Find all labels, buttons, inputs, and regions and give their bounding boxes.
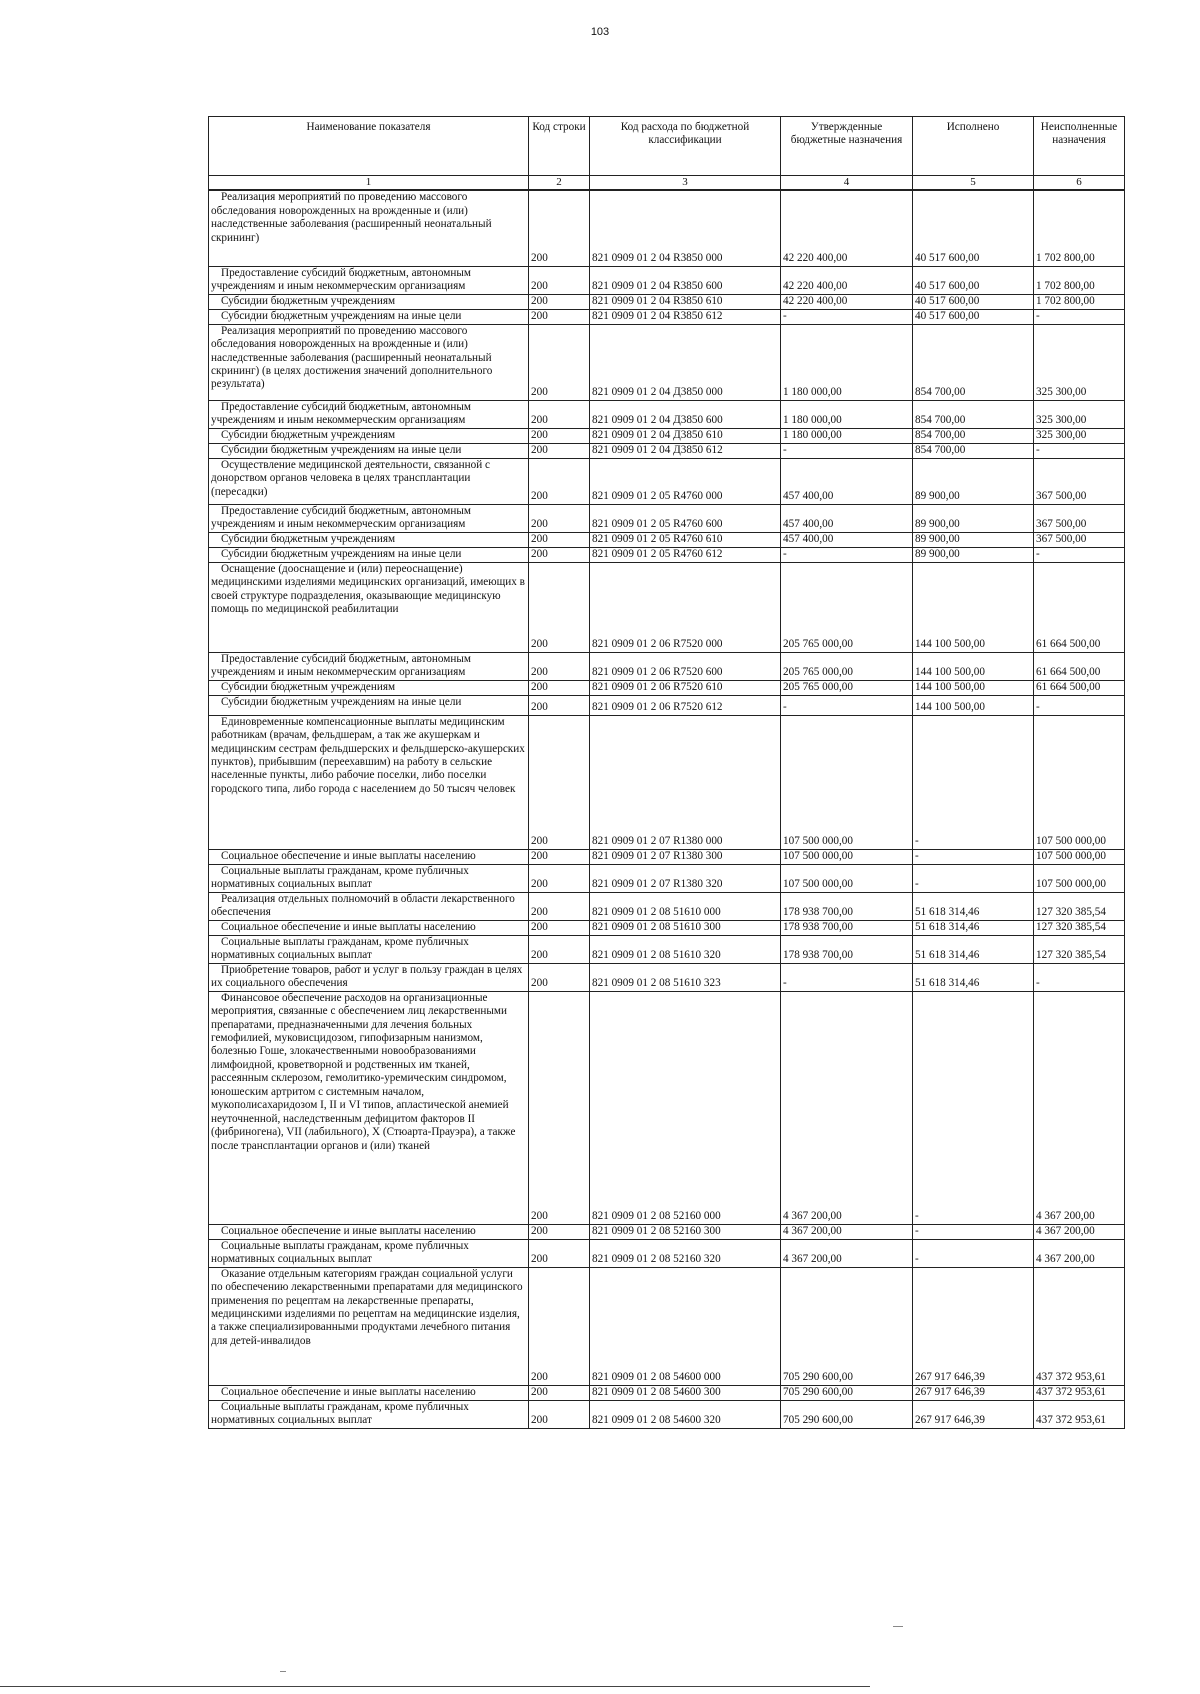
row-executed: 51 618 314,46 bbox=[913, 935, 1034, 963]
row-approved: 107 500 000,00 bbox=[781, 864, 913, 892]
row-line-code: 200 bbox=[529, 652, 590, 680]
row-executed: 40 517 600,00 bbox=[913, 266, 1034, 294]
row-budget-code: 821 0909 01 2 04 R3850 000 bbox=[590, 190, 781, 266]
row-executed: 51 618 314,46 bbox=[913, 892, 1034, 920]
row-line-code: 200 bbox=[529, 190, 590, 266]
table-row bbox=[209, 920, 1125, 935]
scan-mark bbox=[280, 1671, 286, 1672]
row-line-code: 200 bbox=[529, 715, 590, 849]
row-line-code: 200 bbox=[529, 1267, 590, 1385]
table-row bbox=[209, 532, 1125, 547]
row-unexecuted: - bbox=[1034, 309, 1125, 324]
row-name: Предоставление субсидий бюджетным, автономным учреждениям и иным некоммерческим организациям bbox=[209, 652, 529, 680]
row-name: Реализация мероприятий по проведению массового обследования новорожденных на врожденные и (или) наследственные заболевания (расширенный неонатальный скрининг) (в целях достижения значений дополнительного результата) bbox=[209, 324, 529, 400]
row-executed: 40 517 600,00 bbox=[913, 190, 1034, 266]
row-budget-code: 821 0909 01 2 08 51610 320 bbox=[590, 935, 781, 963]
row-executed: 89 900,00 bbox=[913, 504, 1034, 532]
table-row bbox=[209, 652, 1125, 680]
row-approved: 178 938 700,00 bbox=[781, 920, 913, 935]
row-approved: 178 938 700,00 bbox=[781, 935, 913, 963]
row-line-code: 200 bbox=[529, 547, 590, 562]
row-name: Предоставление субсидий бюджетным, автономным учреждениям и иным некоммерческим организациям bbox=[209, 400, 529, 428]
table-body bbox=[209, 190, 1125, 1428]
header-row bbox=[209, 117, 1125, 176]
row-approved: 457 400,00 bbox=[781, 504, 913, 532]
row-approved: 457 400,00 bbox=[781, 458, 913, 504]
table-row bbox=[209, 1267, 1125, 1385]
row-executed: 40 517 600,00 bbox=[913, 309, 1034, 324]
row-line-code: 200 bbox=[529, 991, 590, 1224]
row-budget-code: 821 0909 01 2 04 Д3850 000 bbox=[590, 324, 781, 400]
row-name: Субсидии бюджетным учреждениям bbox=[209, 680, 529, 695]
row-approved: 705 290 600,00 bbox=[781, 1267, 913, 1385]
row-approved: 457 400,00 bbox=[781, 532, 913, 547]
row-budget-code: 821 0909 01 2 04 R3850 600 bbox=[590, 266, 781, 294]
row-approved: - bbox=[781, 309, 913, 324]
table-row bbox=[209, 443, 1125, 458]
row-budget-code: 821 0909 01 2 08 51610 300 bbox=[590, 920, 781, 935]
row-executed: 89 900,00 bbox=[913, 458, 1034, 504]
row-name: Субсидии бюджетным учреждениям на иные цели bbox=[209, 443, 529, 458]
row-unexecuted: 437 372 953,61 bbox=[1034, 1400, 1125, 1428]
row-approved: 42 220 400,00 bbox=[781, 294, 913, 309]
row-unexecuted: 1 702 800,00 bbox=[1034, 294, 1125, 309]
row-line-code: 200 bbox=[529, 504, 590, 532]
row-line-code: 200 bbox=[529, 1239, 590, 1267]
row-approved: 205 765 000,00 bbox=[781, 562, 913, 652]
table-row bbox=[209, 849, 1125, 864]
row-line-code: 200 bbox=[529, 695, 590, 715]
row-unexecuted: 61 664 500,00 bbox=[1034, 562, 1125, 652]
row-line-code: 200 bbox=[529, 864, 590, 892]
row-budget-code: 821 0909 01 2 07 R1380 000 bbox=[590, 715, 781, 849]
row-budget-code: 821 0909 01 2 05 R4760 600 bbox=[590, 504, 781, 532]
row-budget-code: 821 0909 01 2 05 R4760 000 bbox=[590, 458, 781, 504]
row-budget-code: 821 0909 01 2 08 52160 300 bbox=[590, 1224, 781, 1239]
table-row bbox=[209, 562, 1125, 652]
row-line-code: 200 bbox=[529, 458, 590, 504]
table-row bbox=[209, 1239, 1125, 1267]
row-name: Субсидии бюджетным учреждениям на иные цели bbox=[209, 309, 529, 324]
row-line-code: 200 bbox=[529, 266, 590, 294]
row-line-code: 200 bbox=[529, 400, 590, 428]
column-number: 5 bbox=[913, 176, 1034, 191]
table-row bbox=[209, 695, 1125, 715]
row-executed: 144 100 500,00 bbox=[913, 562, 1034, 652]
row-line-code: 200 bbox=[529, 562, 590, 652]
row-name: Социальное обеспечение и иные выплаты населению bbox=[209, 920, 529, 935]
row-executed: - bbox=[913, 1239, 1034, 1267]
row-line-code: 200 bbox=[529, 532, 590, 547]
row-name: Финансовое обеспечение расходов на организационные мероприятия, связанные с обеспечением лиц лекарственными препаратами, предназначенными для лечения больных гемофилией, муковисцидозом, гипофизарным нанизмом, болезнью Гоше, злокачественными новообразованиями лимфоидной, кроветворной и родственных им тканей, рассеянным склерозом, гемолитико-уремическим синдромом, юношеским артритом с системным началом, мукополисахаридозом I, II и VI типов, апластической анемией неуточненной, наследственным дефицитом факторов II (фибриногена), VII (лабильного), X (Стюарта-Прауэра), а также после трансплантации органов и (или) тканей bbox=[209, 991, 529, 1224]
row-executed: 51 618 314,46 bbox=[913, 920, 1034, 935]
table-row bbox=[209, 547, 1125, 562]
table-row bbox=[209, 892, 1125, 920]
row-approved: - bbox=[781, 695, 913, 715]
row-unexecuted: 107 500 000,00 bbox=[1034, 849, 1125, 864]
row-executed: 40 517 600,00 bbox=[913, 294, 1034, 309]
row-unexecuted: 325 300,00 bbox=[1034, 428, 1125, 443]
row-approved: 205 765 000,00 bbox=[781, 652, 913, 680]
header-indicator-name: Наименование показателя bbox=[209, 117, 529, 176]
row-unexecuted: 127 320 385,54 bbox=[1034, 920, 1125, 935]
table-row bbox=[209, 963, 1125, 991]
row-approved: 705 290 600,00 bbox=[781, 1385, 913, 1400]
scan-edge-line bbox=[0, 1686, 870, 1687]
table-row bbox=[209, 400, 1125, 428]
table-row bbox=[209, 504, 1125, 532]
row-executed: 89 900,00 bbox=[913, 532, 1034, 547]
column-number: 1 bbox=[209, 176, 529, 191]
row-unexecuted: 367 500,00 bbox=[1034, 504, 1125, 532]
row-unexecuted: 127 320 385,54 bbox=[1034, 935, 1125, 963]
row-line-code: 200 bbox=[529, 309, 590, 324]
column-number: 6 bbox=[1034, 176, 1125, 191]
row-name: Социальные выплаты гражданам, кроме публичных нормативных социальных выплат bbox=[209, 935, 529, 963]
row-approved: 1 180 000,00 bbox=[781, 324, 913, 400]
row-executed: 267 917 646,39 bbox=[913, 1400, 1034, 1428]
row-unexecuted: 1 702 800,00 bbox=[1034, 266, 1125, 294]
row-executed: 144 100 500,00 bbox=[913, 695, 1034, 715]
row-line-code: 200 bbox=[529, 935, 590, 963]
row-unexecuted: - bbox=[1034, 443, 1125, 458]
row-executed: 854 700,00 bbox=[913, 400, 1034, 428]
row-executed: - bbox=[913, 715, 1034, 849]
row-budget-code: 821 0909 01 2 04 R3850 612 bbox=[590, 309, 781, 324]
row-line-code: 200 bbox=[529, 963, 590, 991]
row-budget-code: 821 0909 01 2 04 R3850 610 bbox=[590, 294, 781, 309]
header-executed: Исполнено bbox=[913, 117, 1034, 176]
column-number: 3 bbox=[590, 176, 781, 191]
row-name: Социальные выплаты гражданам, кроме публичных нормативных социальных выплат bbox=[209, 1400, 529, 1428]
row-unexecuted: 4 367 200,00 bbox=[1034, 1224, 1125, 1239]
row-budget-code: 821 0909 01 2 06 R7520 000 bbox=[590, 562, 781, 652]
row-approved: 4 367 200,00 bbox=[781, 991, 913, 1224]
row-approved: 42 220 400,00 bbox=[781, 190, 913, 266]
header-line-code: Код строки bbox=[529, 117, 590, 176]
row-approved: 178 938 700,00 bbox=[781, 892, 913, 920]
row-executed: 144 100 500,00 bbox=[913, 652, 1034, 680]
row-name: Социальные выплаты гражданам, кроме публичных нормативных социальных выплат bbox=[209, 864, 529, 892]
row-executed: 854 700,00 bbox=[913, 443, 1034, 458]
row-unexecuted: - bbox=[1034, 547, 1125, 562]
row-budget-code: 821 0909 01 2 08 54600 300 bbox=[590, 1385, 781, 1400]
row-approved: 4 367 200,00 bbox=[781, 1239, 913, 1267]
row-budget-code: 821 0909 01 2 04 Д3850 610 bbox=[590, 428, 781, 443]
row-budget-code: 821 0909 01 2 08 51610 000 bbox=[590, 892, 781, 920]
row-unexecuted: 4 367 200,00 bbox=[1034, 1239, 1125, 1267]
row-name: Предоставление субсидий бюджетным, автономным учреждениям и иным некоммерческим организациям bbox=[209, 266, 529, 294]
table-row bbox=[209, 1224, 1125, 1239]
column-number: 2 bbox=[529, 176, 590, 191]
row-executed: 854 700,00 bbox=[913, 324, 1034, 400]
row-name: Субсидии бюджетным учреждениям bbox=[209, 294, 529, 309]
row-approved: - bbox=[781, 547, 913, 562]
row-line-code: 200 bbox=[529, 324, 590, 400]
table-row bbox=[209, 190, 1125, 266]
table-row bbox=[209, 715, 1125, 849]
row-executed: 267 917 646,39 bbox=[913, 1385, 1034, 1400]
row-budget-code: 821 0909 01 2 08 52160 000 bbox=[590, 991, 781, 1224]
table-row bbox=[209, 458, 1125, 504]
table-row bbox=[209, 864, 1125, 892]
row-unexecuted: 61 664 500,00 bbox=[1034, 680, 1125, 695]
row-line-code: 200 bbox=[529, 428, 590, 443]
row-line-code: 200 bbox=[529, 892, 590, 920]
row-executed: 51 618 314,46 bbox=[913, 963, 1034, 991]
row-unexecuted: 367 500,00 bbox=[1034, 458, 1125, 504]
row-unexecuted: 107 500 000,00 bbox=[1034, 715, 1125, 849]
row-budget-code: 821 0909 01 2 08 51610 323 bbox=[590, 963, 781, 991]
row-executed: 144 100 500,00 bbox=[913, 680, 1034, 695]
row-executed: - bbox=[913, 849, 1034, 864]
row-unexecuted: 4 367 200,00 bbox=[1034, 991, 1125, 1224]
row-name: Оснащение (дооснащение и (или) переоснащение) медицинскими изделиями медицинских организаций, имеющих в своей структуре подразделения, оказывающие медицинскую помощь по медицинской реабилитации bbox=[209, 562, 529, 652]
row-unexecuted: 61 664 500,00 bbox=[1034, 652, 1125, 680]
row-approved: - bbox=[781, 963, 913, 991]
row-line-code: 200 bbox=[529, 443, 590, 458]
row-unexecuted: 127 320 385,54 bbox=[1034, 892, 1125, 920]
row-unexecuted: 107 500 000,00 bbox=[1034, 864, 1125, 892]
row-line-code: 200 bbox=[529, 294, 590, 309]
row-name: Социальное обеспечение и иные выплаты населению bbox=[209, 1224, 529, 1239]
budget-execution-table bbox=[208, 116, 1125, 1429]
row-name: Оказание отдельным категориям граждан социальной услуги по обеспечению лекарственными препаратами для медицинского применения по рецептам на лекарственные препараты, медицинскими изделиями по рецептам на медицинские изделия, а также специализированными продуктами лечебного питания для детей-инвалидов bbox=[209, 1267, 529, 1385]
header-unexecuted: Неисполненные назначения bbox=[1034, 117, 1125, 176]
table-row bbox=[209, 428, 1125, 443]
row-budget-code: 821 0909 01 2 06 R7520 600 bbox=[590, 652, 781, 680]
row-name: Предоставление субсидий бюджетным, автономным учреждениям и иным некоммерческим организациям bbox=[209, 504, 529, 532]
table-row bbox=[209, 309, 1125, 324]
row-budget-code: 821 0909 01 2 08 54600 320 bbox=[590, 1400, 781, 1428]
row-budget-code: 821 0909 01 2 08 52160 320 bbox=[590, 1239, 781, 1267]
row-approved: 42 220 400,00 bbox=[781, 266, 913, 294]
row-budget-code: 821 0909 01 2 07 R1380 300 bbox=[590, 849, 781, 864]
row-name: Субсидии бюджетным учреждениям на иные цели bbox=[209, 547, 529, 562]
page-number: 103 bbox=[590, 26, 610, 38]
row-executed: - bbox=[913, 864, 1034, 892]
row-budget-code: 821 0909 01 2 05 R4760 610 bbox=[590, 532, 781, 547]
table-row bbox=[209, 991, 1125, 1224]
row-approved: 1 180 000,00 bbox=[781, 400, 913, 428]
table-row bbox=[209, 324, 1125, 400]
row-executed: 89 900,00 bbox=[913, 547, 1034, 562]
table-row bbox=[209, 1385, 1125, 1400]
row-name: Единовременные компенсационные выплаты медицинским работникам (врачам, фельдшерам, а так же акушеркам и медицинским сестрам фельдшерских и фельдшерско-акушерских пунктов), прибывшим (переехавшим) на работу в сельские населенные пункты, либо рабочие поселки, либо поселки городского типа, либо города с населением до 50 тысяч человек bbox=[209, 715, 529, 849]
row-line-code: 200 bbox=[529, 849, 590, 864]
row-line-code: 200 bbox=[529, 920, 590, 935]
row-line-code: 200 bbox=[529, 1224, 590, 1239]
row-budget-code: 821 0909 01 2 06 R7520 610 bbox=[590, 680, 781, 695]
row-unexecuted: - bbox=[1034, 963, 1125, 991]
row-name: Социальное обеспечение и иные выплаты населению bbox=[209, 1385, 529, 1400]
row-budget-code: 821 0909 01 2 05 R4760 612 bbox=[590, 547, 781, 562]
row-approved: 4 367 200,00 bbox=[781, 1224, 913, 1239]
row-unexecuted: 325 300,00 bbox=[1034, 324, 1125, 400]
row-approved: - bbox=[781, 443, 913, 458]
row-approved: 107 500 000,00 bbox=[781, 715, 913, 849]
row-approved: 705 290 600,00 bbox=[781, 1400, 913, 1428]
row-line-code: 200 bbox=[529, 1385, 590, 1400]
table-row bbox=[209, 294, 1125, 309]
row-name: Субсидии бюджетным учреждениям bbox=[209, 532, 529, 547]
row-unexecuted: 437 372 953,61 bbox=[1034, 1267, 1125, 1385]
row-budget-code: 821 0909 01 2 08 54600 000 bbox=[590, 1267, 781, 1385]
header-approved: Утвержденные бюджетные назначения bbox=[781, 117, 913, 176]
row-name: Субсидии бюджетным учреждениям на иные цели bbox=[209, 695, 529, 715]
row-approved: 205 765 000,00 bbox=[781, 680, 913, 695]
column-number-row bbox=[209, 176, 1125, 191]
row-name: Субсидии бюджетным учреждениям bbox=[209, 428, 529, 443]
row-name: Приобретение товаров, работ и услуг в пользу граждан в целях их социального обеспечения bbox=[209, 963, 529, 991]
table-row bbox=[209, 266, 1125, 294]
header-budget-code: Код расхода по бюджетной классификации bbox=[590, 117, 781, 176]
row-unexecuted: 367 500,00 bbox=[1034, 532, 1125, 547]
row-executed: - bbox=[913, 1224, 1034, 1239]
row-name: Социальное обеспечение и иные выплаты населению bbox=[209, 849, 529, 864]
scan-mark bbox=[893, 1626, 903, 1627]
row-executed: 267 917 646,39 bbox=[913, 1267, 1034, 1385]
row-name: Осуществление медицинской деятельности, связанной с донорством органов человека в целях трансплантации (пересадки) bbox=[209, 458, 529, 504]
row-unexecuted: 325 300,00 bbox=[1034, 400, 1125, 428]
row-budget-code: 821 0909 01 2 04 Д3850 600 bbox=[590, 400, 781, 428]
row-name: Реализация мероприятий по проведению массового обследования новорожденных на врожденные и (или) наследственные заболевания (расширенный неонатальный скрининг) bbox=[209, 190, 529, 266]
row-name: Реализация отдельных полномочий в области лекарственного обеспечения bbox=[209, 892, 529, 920]
row-approved: 1 180 000,00 bbox=[781, 428, 913, 443]
row-line-code: 200 bbox=[529, 1400, 590, 1428]
row-executed: - bbox=[913, 991, 1034, 1224]
row-executed: 854 700,00 bbox=[913, 428, 1034, 443]
row-name: Социальные выплаты гражданам, кроме публичных нормативных социальных выплат bbox=[209, 1239, 529, 1267]
row-budget-code: 821 0909 01 2 06 R7520 612 bbox=[590, 695, 781, 715]
table-row bbox=[209, 1400, 1125, 1428]
row-budget-code: 821 0909 01 2 07 R1380 320 bbox=[590, 864, 781, 892]
row-unexecuted: - bbox=[1034, 695, 1125, 715]
row-approved: 107 500 000,00 bbox=[781, 849, 913, 864]
row-unexecuted: 1 702 800,00 bbox=[1034, 190, 1125, 266]
row-line-code: 200 bbox=[529, 680, 590, 695]
table-row bbox=[209, 680, 1125, 695]
column-number: 4 bbox=[781, 176, 913, 191]
row-budget-code: 821 0909 01 2 04 Д3850 612 bbox=[590, 443, 781, 458]
row-unexecuted: 437 372 953,61 bbox=[1034, 1385, 1125, 1400]
table-row bbox=[209, 935, 1125, 963]
